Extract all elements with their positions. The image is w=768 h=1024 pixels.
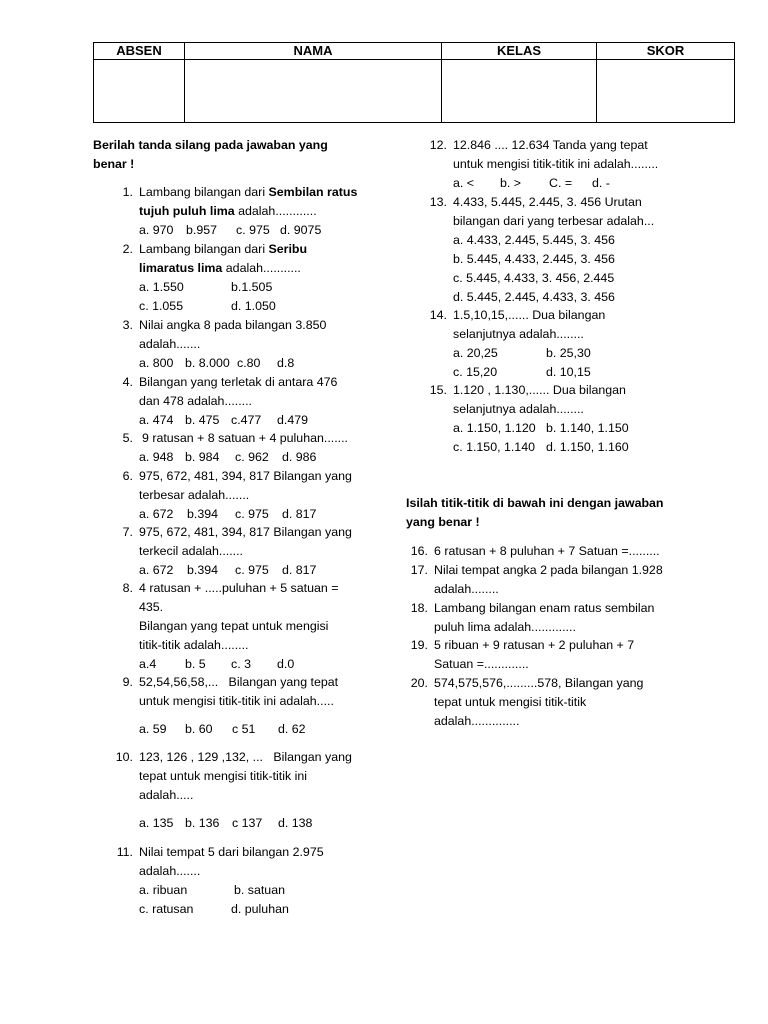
question-3-options: a. 800 b. 8.000 c.80 d.8 (139, 356, 295, 370)
section2-instruction: Isilah titik-titik di bawah ini dengan jawaban yang benar ! (406, 496, 664, 529)
question-8-options: a.4 b. 5 c. 3 d.0 (139, 657, 295, 671)
question-9-options: a. 59 b. 60 c 51 d. 62 (139, 722, 306, 736)
absen-header: ABSEN (94, 43, 185, 60)
question-10-options: a. 135 b. 136 c 137 d. 138 (139, 816, 313, 830)
absen-cell[interactable] (94, 60, 185, 123)
question-4-options: a. 474 b. 475 c.477 d.479 (139, 413, 309, 427)
question-6-options: a. 672 b.394 c. 975 d. 817 (139, 507, 317, 521)
question-12-options: a. < b. > C. = d. - (453, 176, 610, 190)
kelas-header: KELAS (442, 43, 597, 60)
section1-instruction: Berilah tanda silang pada jawaban yang benar ! (93, 138, 328, 171)
question-11-options: a. ribuan b. satuan (139, 883, 285, 897)
kelas-cell[interactable] (442, 60, 597, 123)
question-2-options: a. 1.550 b.1.505 (139, 280, 273, 294)
identity-table (93, 42, 735, 123)
question-7-options: a. 672 b.394 c. 975 d. 817 (139, 563, 317, 577)
nama-cell[interactable] (185, 60, 442, 123)
question-14-options: a. 20,25 b. 25,30 (453, 346, 591, 360)
skor-cell[interactable] (597, 60, 735, 123)
skor-header: SKOR (597, 43, 735, 60)
question-15-options: a. 1.150, 1.120 b. 1.140, 1.150 (453, 421, 629, 435)
nama-header: NAMA (185, 43, 442, 60)
question-5-options: a. 948 b. 984 c. 962 d. 986 (139, 450, 317, 464)
question-1-options: a. 970 b.957 c. 975 d. 9075 (139, 223, 322, 237)
